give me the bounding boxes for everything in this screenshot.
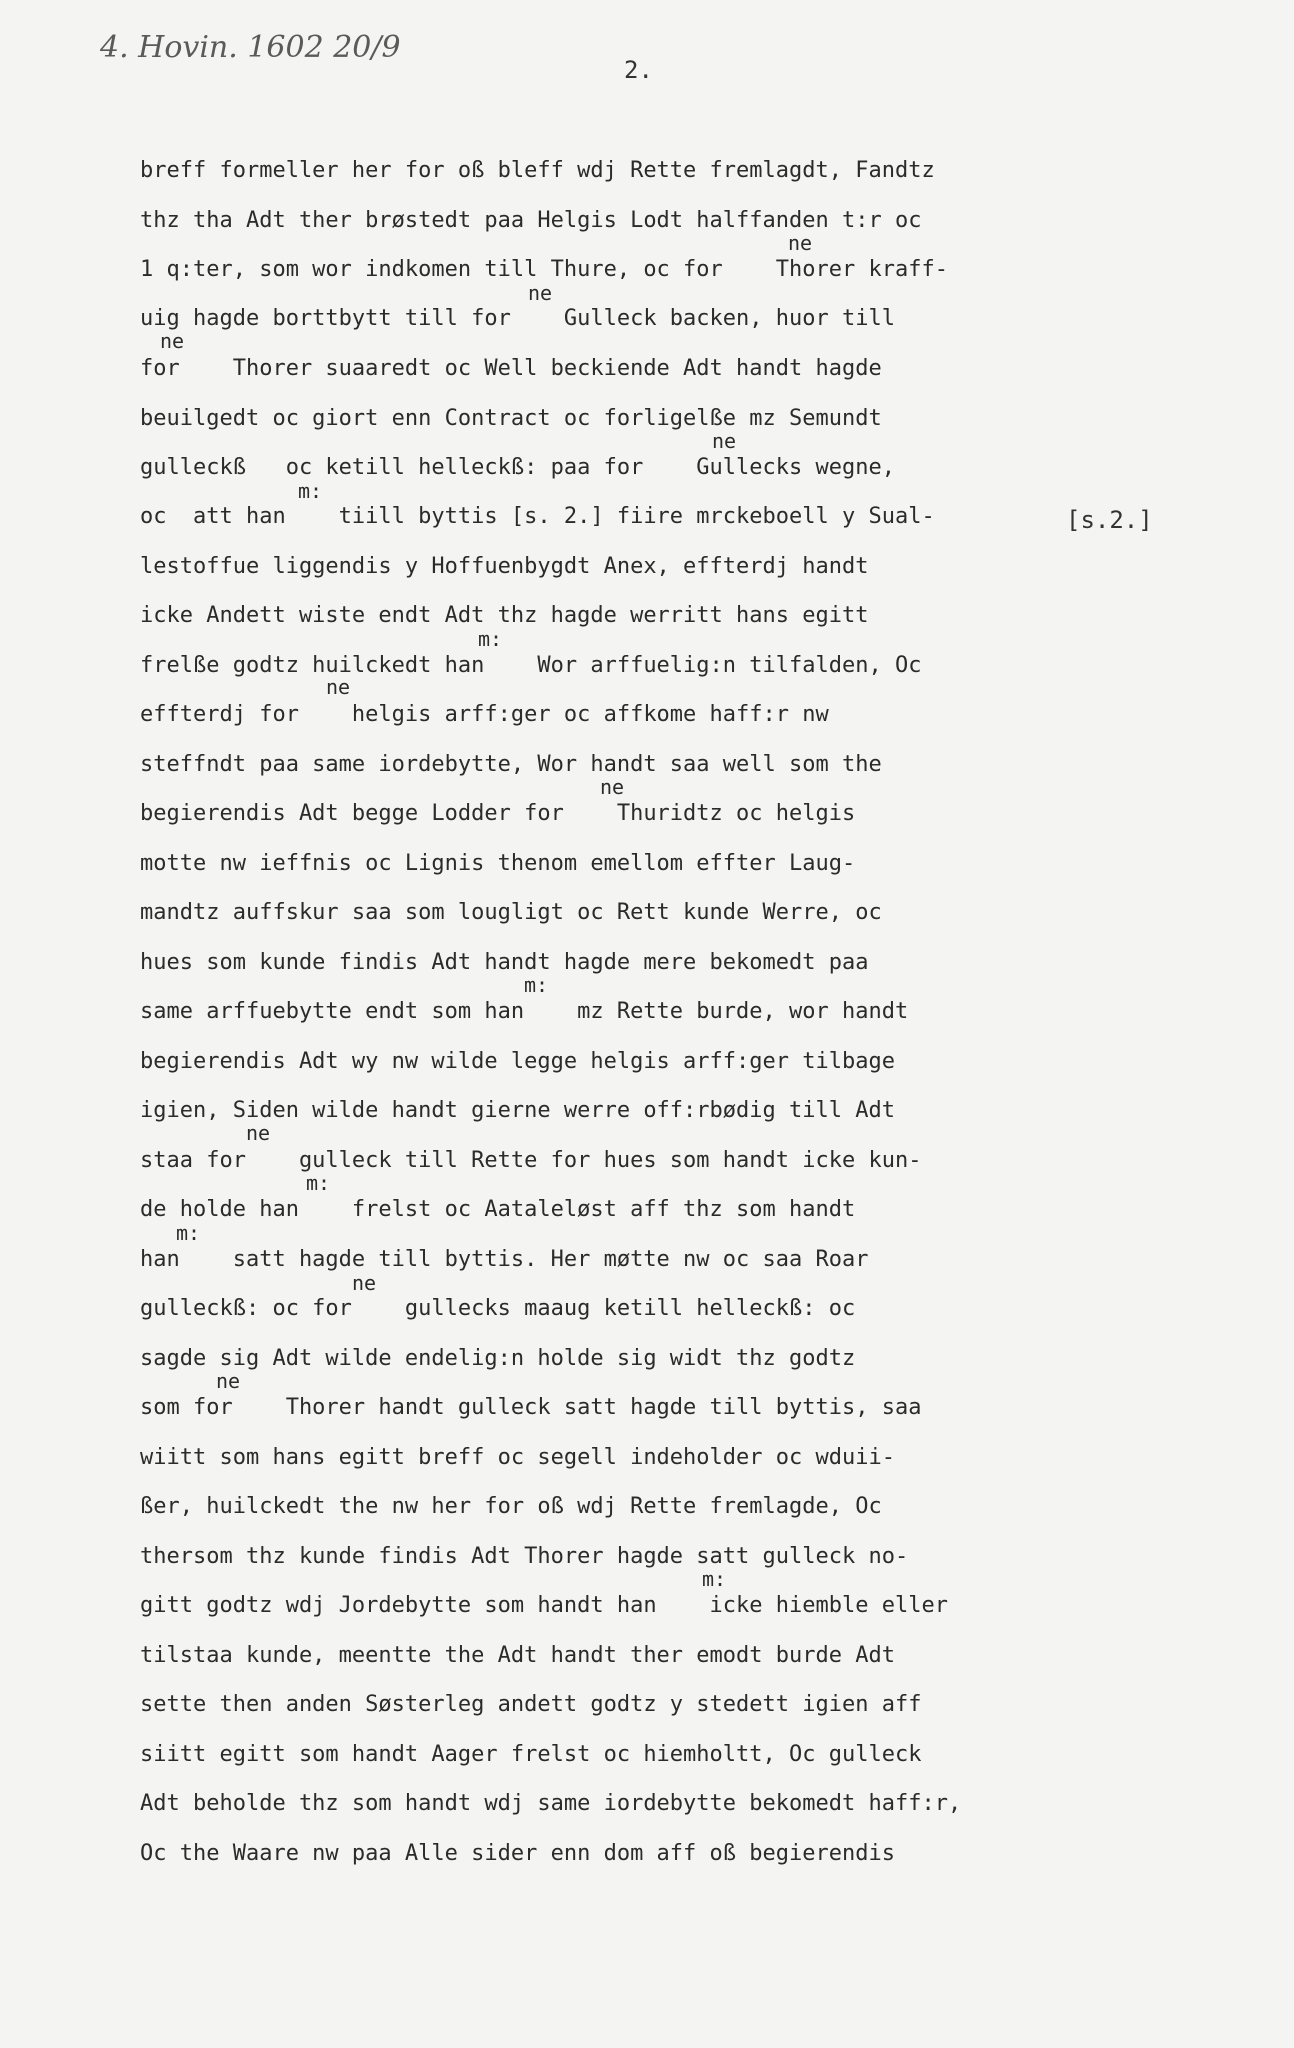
text-line: gulleckß oc ketill helleckß: paa for Gullecks wegne,	[140, 455, 895, 480]
text-line: hues som kunde findis Adt handt hagde mere bekomedt paa	[140, 950, 869, 975]
superscript-mark: ne	[600, 775, 625, 799]
text-line: steffndt paa same iordebytte, Wor handt saa well som the	[140, 752, 882, 777]
superscript-mark: ne	[160, 329, 185, 353]
text-line: same arffuebytte endt som han mz Rette burde, wor handt	[140, 999, 909, 1024]
text-line: effterdj for helgis arff:ger oc affkome haff:r nw	[140, 702, 829, 727]
superscript-mark: ne	[246, 1121, 271, 1145]
superscript-mark: m:	[306, 1171, 331, 1195]
text-line: icke Andett wiste endt Adt thz hagde werritt hans egitt	[140, 603, 869, 628]
text-line: lestoffue liggendis y Hoffuenbygdt Anex, effterdj handt	[140, 554, 869, 579]
text-line: motte nw ieffnis oc Lignis thenom emellom effter Laug-	[140, 851, 856, 876]
text-line: de holde han frelst oc Aataleløst aff thz som handt	[140, 1197, 856, 1222]
text-line: sette then anden Søsterleg andett godtz y stedett igien aff	[140, 1692, 922, 1717]
text-line: igien, Siden wilde handt gierne werre off:rbødig till Adt	[140, 1098, 895, 1123]
text-line: thz tha Adt ther brøstedt paa Helgis Lodt halffanden t:r oc	[140, 208, 922, 233]
text-line: tilstaa kunde, meentte the Adt handt ther emodt burde Adt	[140, 1643, 895, 1668]
text-line: sagde sig Adt wilde endelig:n holde sig widt thz godtz	[140, 1346, 856, 1371]
text-line: 1 q:ter, som wor indkomen till Thure, oc for Thorer kraff-	[140, 257, 948, 282]
text-line: wiitt som hans egitt breff oc segell indeholder oc wduii-	[140, 1445, 895, 1470]
text-line: frelße godtz huilckedt han Wor arffuelig:n tilfalden, Oc	[140, 653, 922, 678]
superscript-mark: ne	[352, 1271, 377, 1295]
text-line: ßer, huilckedt the nw her for oß wdj Rette fremlagde, Oc	[140, 1494, 882, 1519]
superscript-mark: ne	[326, 675, 351, 699]
text-line: gitt godtz wdj Jordebytte som handt han icke hiemble eller	[140, 1593, 948, 1618]
text-line: begierendis Adt begge Lodder for Thuridtz oc helgis	[140, 801, 856, 826]
superscript-mark: ne	[216, 1369, 241, 1393]
page-number: 2.	[624, 56, 653, 84]
text-line: Oc the Waare nw paa Alle sider enn dom aff oß begierendis	[140, 1841, 895, 1866]
text-line: mandtz auffskur saa som lougligt oc Rett kunde Werre, oc	[140, 900, 882, 925]
text-line: for Thorer suaaredt oc Well beckiende Adt handt hagde	[140, 356, 882, 381]
superscript-mark: m:	[298, 479, 323, 503]
text-line: breff formeller her for oß bleff wdj Rette fremlagdt, Fandtz	[140, 158, 935, 183]
text-line: begierendis Adt wy nw wilde legge helgis arff:ger tilbage	[140, 1049, 895, 1074]
text-line: siitt egitt som handt Aager frelst oc hiemholtt, Oc gulleck	[140, 1742, 922, 1767]
text-line: thersom thz kunde findis Adt Thorer hagde satt gulleck no-	[140, 1544, 909, 1569]
text-line: oc att han tiill byttis [s. 2.] fiire mrckeboell y Sual-	[140, 504, 935, 529]
superscript-mark: ne	[788, 231, 813, 255]
margin-page-marker: [s.2.]	[1066, 506, 1153, 534]
archive-reference-note: 4. Hovin. 1602 20/9	[100, 30, 401, 65]
superscript-mark: m:	[478, 627, 503, 651]
text-line: staa for gulleck till Rette for hues som handt icke kun-	[140, 1148, 922, 1173]
superscript-mark: ne	[528, 281, 553, 305]
text-line: han satt hagde till byttis. Her møtte nw oc saa Roar	[140, 1247, 869, 1272]
superscript-mark: m:	[176, 1221, 201, 1245]
text-line: Adt beholde thz som handt wdj same iordebytte bekomedt haff:r,	[140, 1791, 962, 1816]
superscript-mark: m:	[702, 1567, 727, 1591]
superscript-mark: m:	[524, 973, 549, 997]
text-line: beuilgedt oc giort enn Contract oc forligelße mz Semundt	[140, 406, 882, 431]
superscript-mark: ne	[712, 429, 737, 453]
text-line: som for Thorer handt gulleck satt hagde till byttis, saa	[140, 1395, 922, 1420]
text-line: gulleckß: oc for gullecks maaug ketill helleckß: oc	[140, 1296, 856, 1321]
text-line: uig hagde borttbytt till for Gulleck backen, huor till	[140, 306, 895, 331]
